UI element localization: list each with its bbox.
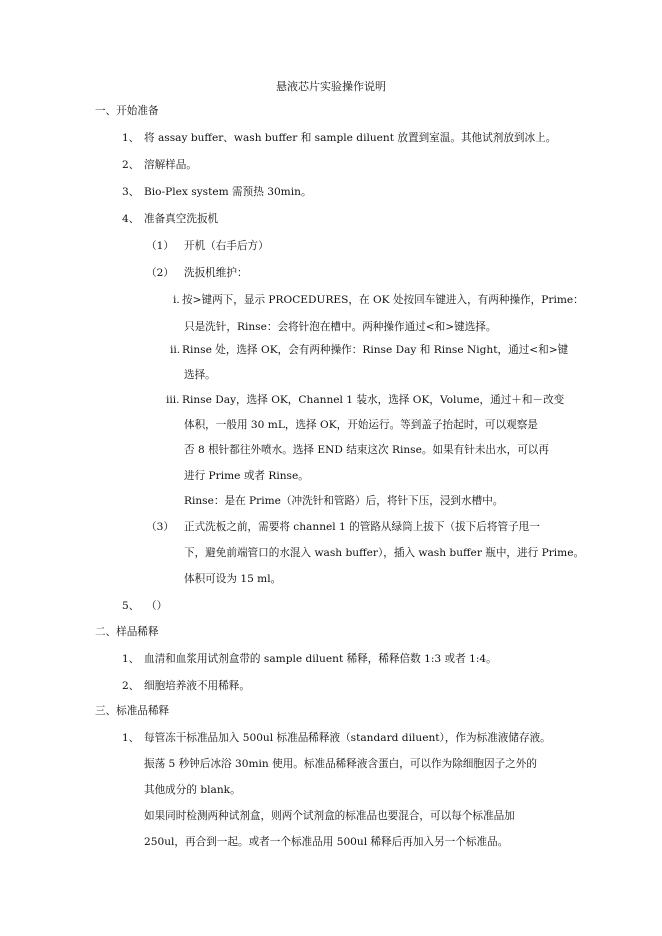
item-text: 准备真空洗扳机	[144, 213, 219, 225]
roman-item-text: 按>键两下，显示 PROCEDURES，在 OK 处按回车键进入，有两种操作，Prime：	[182, 294, 584, 306]
item-number: 1、	[122, 132, 140, 144]
item-number: 3、	[122, 186, 140, 198]
sub-item-text: 开机（右手后方）	[184, 240, 269, 252]
item-text: 其他成分的 blank。	[144, 784, 241, 796]
roman-item-text: 体积，一般用 30 mL，选择 OK，开始运行。等到盖子抬起时，可以观察是	[184, 419, 538, 431]
item-text: 250ul，再合到一起。或者一个标准品用 500ul 稀释后再加入另一个标准品。	[144, 836, 509, 848]
sub-item-text: 下，避免前端管口的水混入 wash buffer），插入 wash buffer 瓶中，进行 Prime。	[184, 547, 585, 559]
item-number: 4、	[122, 213, 140, 225]
section-heading-start-prep: 一、开始准备	[95, 105, 159, 117]
roman-item-number: i.	[173, 294, 180, 306]
item-number: 2、	[122, 159, 140, 171]
sub-item-number: （3）	[146, 521, 174, 533]
roman-item-text: Rinse Day，选择 OK，Channel 1 装水，选择 OK，Volume，通过＋和－改变	[182, 394, 565, 406]
item-text: 如果同时检测两种试剂盒，则两个试剂盒的标准品也要混合，可以每个标准品加	[144, 810, 515, 822]
item-text: 溶解样品。	[144, 159, 197, 171]
item-text: Bio-Plex system 需预热 30min。	[144, 186, 312, 198]
document-title: 悬液芯片实验操作说明	[276, 80, 386, 93]
section-heading-standard-dilution: 三、标准品稀释	[95, 705, 170, 717]
roman-item-text: 否 8 根针都往外喷水。选择 END 结束这次 Rinse。如果有针未出水，可以再	[184, 444, 549, 456]
item-text: 振荡 5 秒钟后冰浴 30min 使用。标准品稀释液含蛋白，可以作为除细胞因子之外的	[144, 758, 537, 770]
item-number: 1、	[122, 732, 140, 744]
sub-item-text: 正式洗板之前，需要将 channel 1 的管路从绿筒上拔下（拔下后将管子甩一	[184, 521, 540, 533]
item-number: 5、	[122, 600, 140, 612]
item-number: 2、	[122, 680, 140, 692]
rinse-note: Rinse：是在 Prime（冲洗针和管路）后，将针下压，浸到水槽中。	[184, 495, 504, 507]
roman-item-text: 进行 Prime 或者 Rinse。	[184, 470, 309, 482]
sub-item-number: （1）	[146, 240, 174, 252]
item-text: 血清和血浆用试剂盒带的 sample diluent 稀释，稀释倍数 1:3 或者 1:4。	[144, 653, 497, 665]
roman-item-number: ii.	[170, 344, 181, 356]
item-number: 1、	[122, 653, 140, 665]
section-heading-sample-dilution: 二、样品稀释	[95, 626, 159, 638]
item-text: 每管冻干标准品加入 500ul 标准品稀释液（standard diluent），作为标准液储存液。	[144, 732, 551, 744]
roman-item-text: Rinse 处，选择 OK，会有两种操作：Rinse Day 和 Rinse Night，通过<和>键	[182, 344, 569, 356]
sub-item-number: （2）	[146, 267, 174, 279]
item-text: （）	[146, 600, 168, 612]
sub-item-text: 体积可设为 15 ml。	[184, 573, 282, 585]
item-text: 将 assay buffer、wash buffer 和 sample diluent 放置到室温。其他试剂放到冰上。	[144, 132, 557, 144]
roman-item-number: iii.	[166, 394, 180, 406]
sub-item-text: 洗扳机维护：	[184, 267, 248, 279]
roman-item-text: 选择。	[184, 369, 216, 381]
roman-item-text: 只是洗针，Rinse：会将针泡在槽中。两种操作通过<和>键选择。	[184, 321, 497, 333]
item-text: 细胞培养液不用稀释。	[144, 680, 250, 692]
